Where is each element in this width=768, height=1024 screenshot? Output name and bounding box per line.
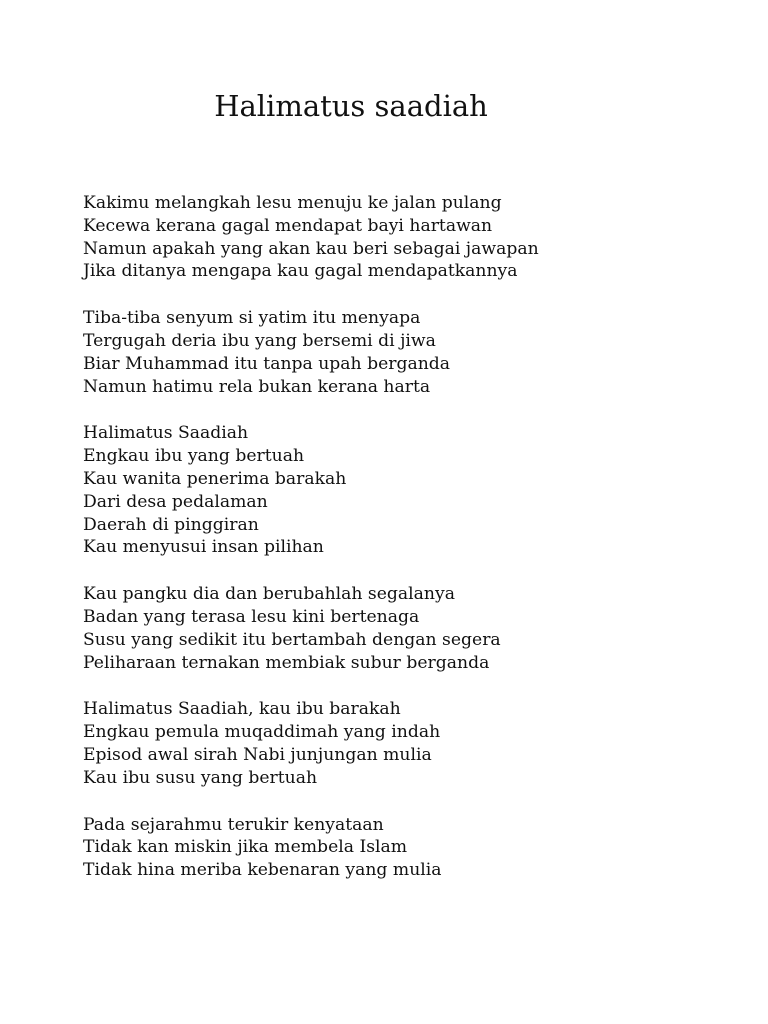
poem-line: Susu yang sedikit itu bertambah dengan segera <box>83 629 501 650</box>
poem-line: Namun apakah yang akan kau beri sebagai jawapan <box>83 238 539 259</box>
poem-line: Tidak kan miskin jika membela Islam <box>83 837 408 858</box>
poem-line: Biar Muhammad itu tanpa upah berganda <box>83 353 451 374</box>
poem-body <box>83 192 723 906</box>
stanza-4 <box>83 583 723 674</box>
poem-line: Episod awal sirah Nabi junjungan mulia <box>83 744 432 765</box>
poem-line: Daerah di pinggiran <box>83 514 259 535</box>
stanza-2 <box>83 307 723 398</box>
poem-line: Kau pangku dia dan berubahlah segalanya <box>83 584 455 605</box>
poem-line: Kau ibu susu yang bertuah <box>83 767 318 788</box>
stanza-3 <box>83 422 723 559</box>
poem-line: Tidak hina meriba kebenaran yang mulia <box>83 860 442 881</box>
poem-line: Halimatus Saadiah, kau ibu barakah <box>83 699 401 720</box>
poem-line: Tiba-tiba senyum si yatim itu menyapa <box>83 308 421 329</box>
poem-line: Dari desa pedalaman <box>83 491 268 512</box>
poem-line: Tergugah deria ibu yang bersemi di jiwa <box>83 330 436 351</box>
poem-line: Kau wanita penerima barakah <box>83 468 347 489</box>
poem-line: Halimatus Saadiah <box>83 423 249 444</box>
poem-line: Kakimu melangkah lesu menuju ke jalan pulang <box>83 193 502 213</box>
poem-line: Engkau pemula muqaddimah yang indah <box>83 722 441 743</box>
poem-line: Engkau ibu yang bertuah <box>83 446 305 467</box>
poem-line: Pada sejarahmu terukir kenyataan <box>83 814 384 835</box>
stanza-6 <box>83 814 723 882</box>
poem-line: Kau menyusui insan pilihan <box>83 537 324 558</box>
poem-line: Peliharaan ternakan membiak subur berganda <box>83 652 490 673</box>
poem-line: Badan yang terasa lesu kini bertenaga <box>83 606 420 627</box>
stanza-1 <box>83 192 723 283</box>
stanza-5 <box>83 698 723 789</box>
poem-line: Jika ditanya mengapa kau gagal mendapatkannya <box>83 261 518 282</box>
poem-title: Halimatus saadiah <box>214 89 488 123</box>
poem-line: Namun hatimu rela bukan kerana harta <box>83 376 431 397</box>
poem-line: Kecewa kerana gagal mendapat bayi hartawan <box>83 215 493 236</box>
